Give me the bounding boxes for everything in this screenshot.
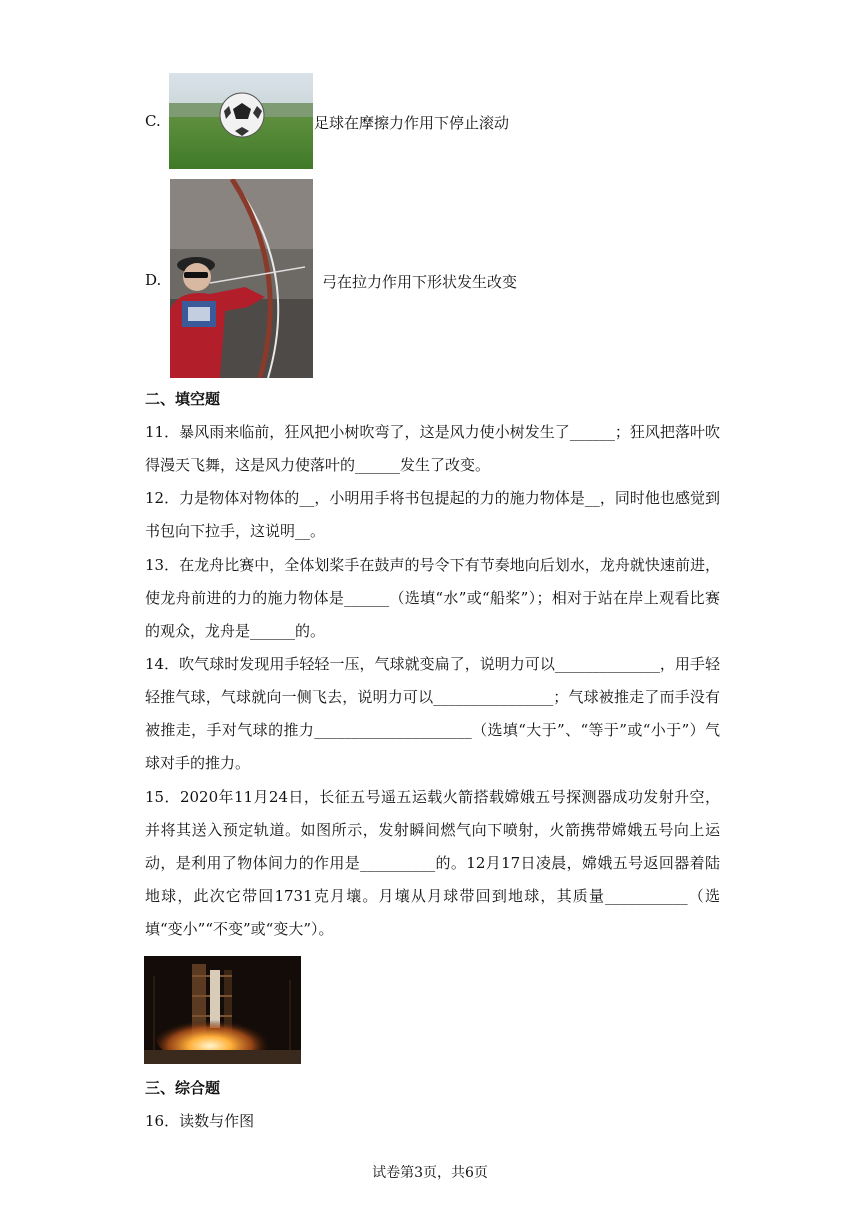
section-3-title: 三、综合题	[145, 1079, 221, 1097]
question-16: 16．读数与作图	[145, 1112, 255, 1130]
question-14-text: 14．吹气球时发现用手轻轻一压，气球就变扁了，说明力可以______________，用手轻轻推气球，气球就向一侧飞去，说明力可以________________；气球被推走了而手没有被推走，手对气球的推力_____________________（选填“大于”、“等于”或“小于”）气球对手的推力。	[145, 655, 720, 772]
question-13-text: 13．在龙舟比赛中，全体划桨手在鼓声的号令下有节奏地向后划水，龙舟就快速前进，使龙舟前进的力的施力物体是______（选填“水”或“船桨”）；相对于站在岸上观看比赛的观众，龙舟是______的。	[145, 556, 720, 640]
archer-image	[170, 179, 313, 378]
question-15-text: 15．2020年11月24日，长征五号遥五运载火箭搭载嫦娥五号探测器成功发射升空，并将其送入预定轨道。如图所示，发射瞬间燃气向下喷射，火箭携带嫦娥五号向上运动，是利用了物体间力的作用是__________的。12月17日凌晨，嫦娥五号返回器着陆地球，此次它带回1731克月壤。月壤从月球带回到地球，其质量___________（选填“变小”“不变”或“变大”）。	[145, 788, 720, 938]
rocket-launch-image	[144, 956, 301, 1064]
question-13	[145, 549, 720, 648]
question-15	[145, 781, 720, 946]
page-footer: 试卷第3页，共6页	[372, 1165, 488, 1181]
option-d-text: 弓在拉力作用下形状发生改变	[322, 273, 518, 291]
section-2-title: 二、填空题	[145, 390, 221, 408]
question-12-text: 12．力是物体对物体的__，小明用手将书包提起的力的施力物体是__，同时他也感觉到书包向下拉手，这说明__。	[145, 489, 720, 540]
question-11	[145, 416, 720, 482]
soccer-ball-image	[169, 73, 313, 169]
question-14	[145, 648, 720, 780]
option-c-letter: C.	[145, 112, 161, 130]
option-d-letter: D.	[145, 271, 162, 289]
option-c-text: 足球在摩擦力作用下停止滚动	[314, 114, 510, 132]
question-11-text: 11．暴风雨来临前，狂风把小树吹弯了，这是风力使小树发生了______；狂风把落叶吹得漫天飞舞，这是风力使落叶的______发生了改变。	[145, 423, 720, 474]
question-12	[145, 482, 720, 548]
